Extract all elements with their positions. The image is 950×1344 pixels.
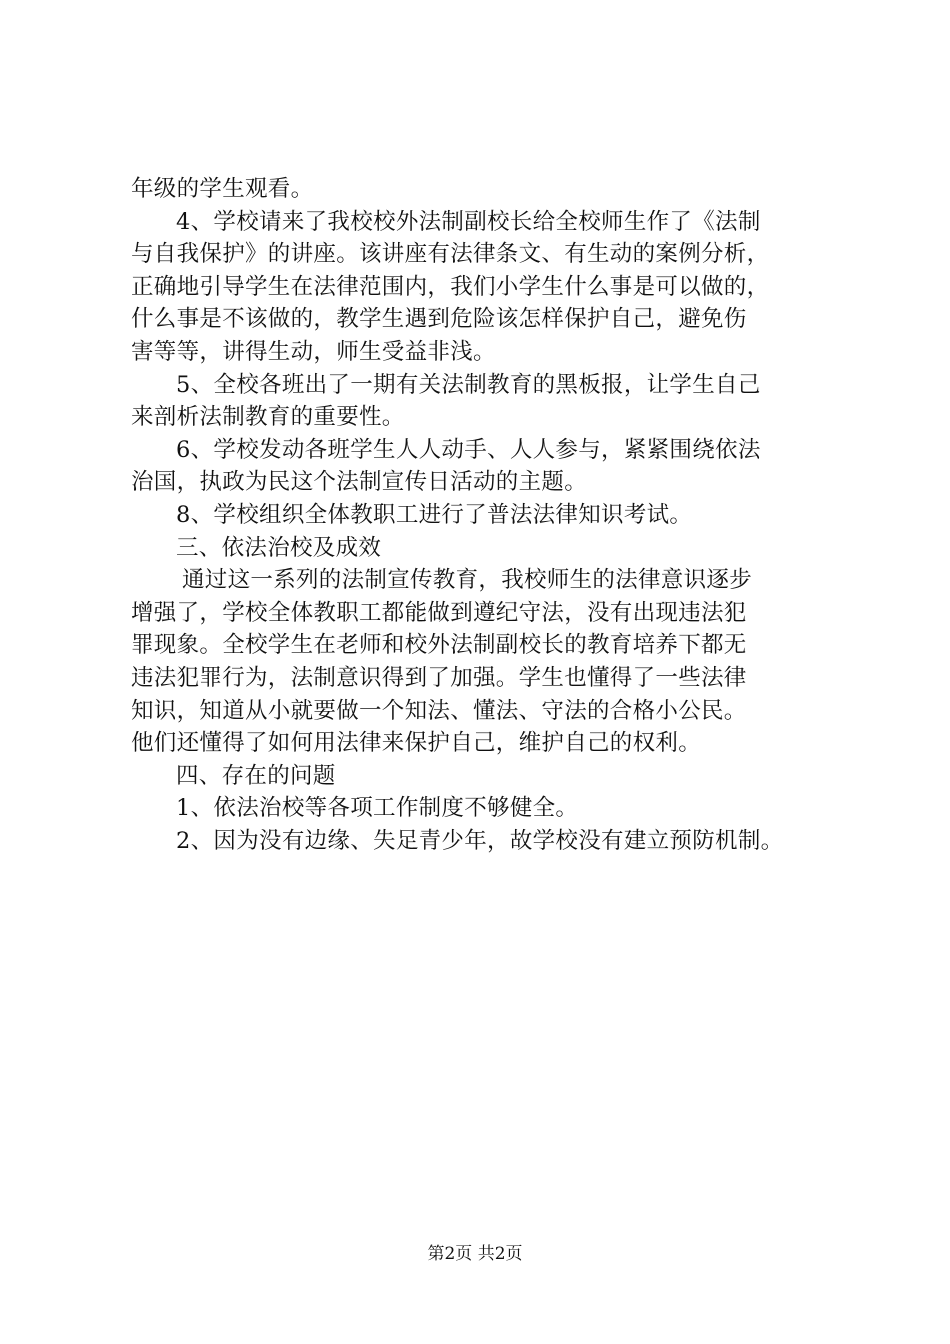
text-line: 正确地引导学生在法律范围内，我们小学生什么事是可以做的， xyxy=(131,273,770,300)
text-line: 1、依法治校等各项工作制度不够健全。 xyxy=(176,795,579,822)
text-line: 害等等，讲得生动，师生受益非浅。 xyxy=(131,338,496,365)
text-line: 什么事是不该做的，教学生遇到危险该怎样保护自己，避免伤 xyxy=(131,306,747,333)
text-line: 与自我保护》的讲座。该讲座有法律条文、有生动的案例分析， xyxy=(131,241,770,268)
text-line: 通过这一系列的法制宣传教育，我校师生的法律意识逐步 xyxy=(182,567,753,594)
text-line: 增强了，学校全体教职工都能做到遵纪守法，没有出现违法犯 xyxy=(131,599,747,626)
text-line: 6、学校发动各班学生人人动手、人人参与，紧紧围绕依法 xyxy=(176,436,761,463)
text-line: 8、学校组织全体教职工进行了普法法律知识考试。 xyxy=(176,501,693,528)
text-line: 治国，执政为民这个法制宣传日活动的主题。 xyxy=(131,469,588,496)
text-line: 年级的学生观看。 xyxy=(131,176,314,202)
text-line: 他们还懂得了如何用法律来保护自己，维护自己的权利。 xyxy=(131,730,702,757)
text-line: 5、全校各班出了一期有关法制教育的黑板报，让学生自己 xyxy=(176,371,761,398)
text-line: 知识，知道从小就要做一个知法、懂法、守法的合格小公民。 xyxy=(131,697,747,724)
text-line: 违法犯罪行为，法制意识得到了加强。学生也懂得了一些法律 xyxy=(131,664,747,691)
section-heading: 四、存在的问题 xyxy=(176,762,336,789)
text-line: 4、学校请来了我校校外法制副校长给全校师生作了《法制 xyxy=(176,208,761,235)
text-line: 罪现象。全校学生在老师和校外法制副校长的教育培养下都无 xyxy=(131,632,747,659)
document-body xyxy=(131,173,831,857)
text-line: 2、因为没有边缘、失足青少年，故学校没有建立预防机制。 xyxy=(176,827,784,854)
page-number-label: 第2页 共2页 xyxy=(427,1244,523,1264)
text-line: 来剖析法制教育的重要性。 xyxy=(131,404,405,431)
page-footer xyxy=(0,1243,950,1265)
section-heading: 三、依法治校及成效 xyxy=(176,534,382,561)
